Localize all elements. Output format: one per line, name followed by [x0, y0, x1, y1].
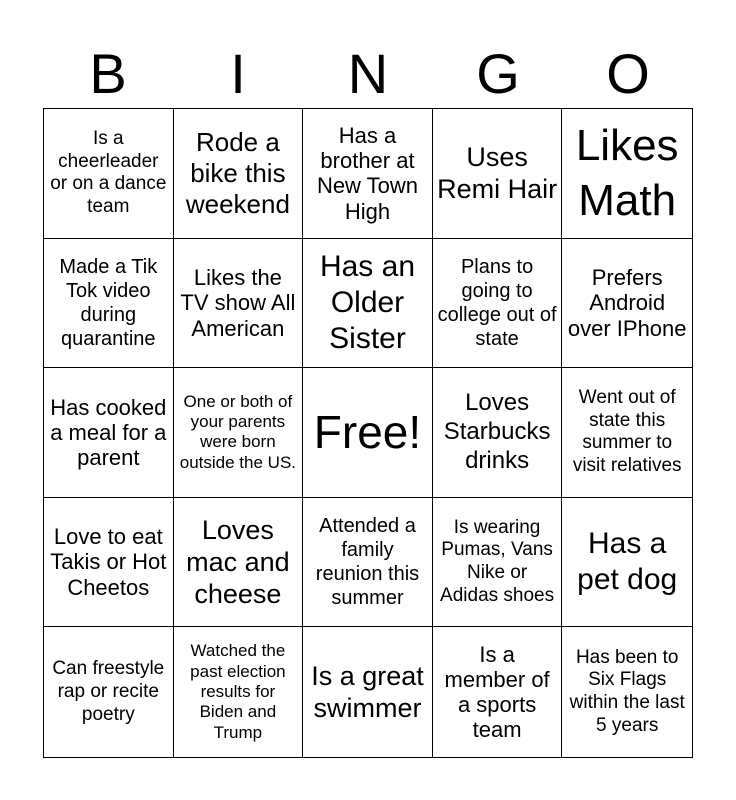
bingo-cell[interactable]: Watched the past election results for Biden and Trump: [174, 627, 304, 757]
bingo-cell[interactable]: Attended a family reunion this summer: [303, 498, 433, 628]
free-space[interactable]: Free!: [303, 368, 433, 498]
bingo-cell[interactable]: Is a great swimmer: [303, 627, 433, 757]
bingo-cell[interactable]: Love to eat Takis or Hot Cheetos: [44, 498, 174, 628]
bingo-cell[interactable]: Rode a bike this weekend: [174, 109, 304, 239]
bingo-cell[interactable]: Went out of state this summer to visit relatives: [562, 368, 692, 498]
bingo-cell[interactable]: Uses Remi Hair: [433, 109, 563, 239]
bingo-cell[interactable]: Has cooked a meal for a parent: [44, 368, 174, 498]
bingo-cell[interactable]: Is a member of a sports team: [433, 627, 563, 757]
header-letter-o: O: [606, 42, 650, 105]
header-letter-n: N: [347, 42, 389, 105]
bingo-cell[interactable]: Has a pet dog: [562, 498, 692, 628]
bingo-card-grid: [43, 108, 693, 758]
bingo-cell[interactable]: Loves mac and cheese: [174, 498, 304, 628]
bingo-cell[interactable]: Has an Older Sister: [303, 239, 433, 369]
bingo-cell[interactable]: Can freestyle rap or recite poetry: [44, 627, 174, 757]
header-letter-g: G: [476, 42, 520, 105]
bingo-cell[interactable]: Is a cheerleader or on a dance team: [44, 109, 174, 239]
bingo-cell[interactable]: Loves Starbucks drinks: [433, 368, 563, 498]
bingo-cell[interactable]: Has been to Six Flags within the last 5 years: [569, 646, 685, 736]
bingo-cell[interactable]: One or both of your parents were born outside the US.: [174, 368, 304, 498]
bingo-cell[interactable]: Likes the TV show All American: [174, 239, 304, 369]
bingo-cell[interactable]: Plans to going to college out of state: [433, 239, 563, 369]
header-letter-i: I: [230, 42, 246, 105]
bingo-cell[interactable]: Likes Math: [562, 109, 692, 239]
bingo-cell[interactable]: Has a brother at New Town High: [303, 109, 433, 239]
bingo-cell[interactable]: Is wearing Pumas, Vans Nike or Adidas shoes: [433, 498, 563, 628]
bingo-header: [43, 40, 693, 108]
bingo-cell[interactable]: Prefers Android over IPhone: [562, 239, 692, 369]
bingo-cell[interactable]: Made a Tik Tok video during quarantine: [44, 239, 174, 369]
header-letter-b: B: [89, 42, 127, 105]
